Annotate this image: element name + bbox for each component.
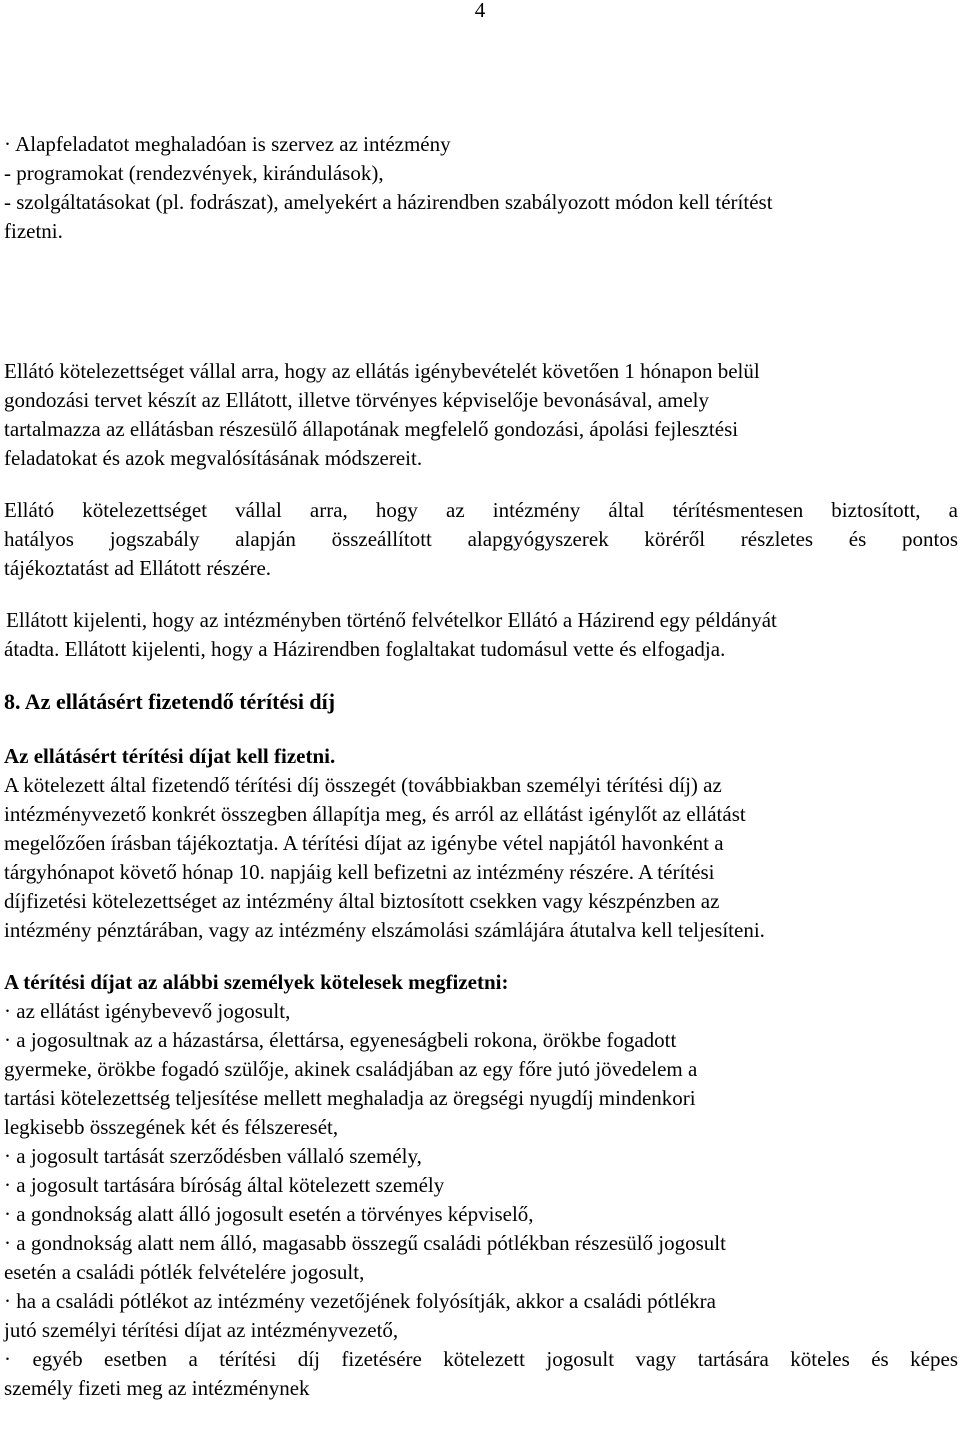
paragraph-line: A kötelezett által fizetendő térítési díj összegét (továbbiakban személyi térítési díj) az: [4, 773, 722, 797]
intro-line: fizetni.: [4, 219, 63, 243]
paragraph-line: intézményvezető konkrét összegben állapítja meg, és arról az ellátást igénylőt az ellátást: [4, 802, 746, 826]
list-item: gyermeke, örökbe fogadó szülője, akinek családjában az egy főre jutó jövedelem a: [4, 1057, 698, 1081]
paragraph-line: tartalmazza az ellátásban részesülő állapotának megfelelő gondozási, ápolási fejlesztési: [4, 417, 739, 441]
payers-list: [4, 968, 958, 1403]
list-item: · egyéb esetben a térítési díj fizetésére kötelezett jogosult vagy tartására köteles és képes: [4, 1347, 958, 1371]
paragraph-line: tájékoztatást ad Ellátott részére.: [4, 556, 272, 580]
list-item: · a gondnokság alatt nem álló, magasabb összegű családi pótlékban részesülő jogosult: [4, 1231, 726, 1255]
intro-list: [4, 130, 958, 246]
list-item: · a jogosultnak az a házastársa, élettársa, egyeneságbeli rokona, örökbe fogadott: [4, 1028, 677, 1052]
list-item: · a jogosult tartását szerződésben vállaló személy,: [4, 1144, 422, 1168]
section-heading: 8. Az ellátásért fizetendő térítési díj: [4, 689, 336, 714]
page-number: 4: [474, 0, 486, 22]
list-item: jutó személyi térítési díjat az intézményvezető,: [4, 1318, 399, 1342]
paragraph-line: megelőzően írásban tájékoztatja. A térítési díjat az igénybe vétel napjától havonként a: [4, 831, 724, 855]
payers-heading: A térítési díjat az alábbi személyek kötelesek megfizetni:: [4, 970, 509, 994]
list-item: tartási kötelezettség teljesítése mellett meghaladja az öregségi nyugdíj mindenkori: [4, 1086, 696, 1110]
list-item: legkisebb összegének két és félszeresét,: [4, 1115, 339, 1139]
paragraph-line: Ellátó kötelezettséget vállal arra, hogy az intézmény által térítésmentesen biztosított, a: [4, 498, 958, 522]
list-item: · az ellátást igénybevevő jogosult,: [4, 999, 291, 1023]
paragraph-line: tárgyhónapot követő hónap 10. napjáig kell befizetni az intézmény részére. A térítési: [4, 860, 715, 884]
paragraph-line: Ellátó kötelezettséget vállal arra, hogy az ellátás igénybevételét követően 1 hónapon belül: [4, 359, 760, 383]
list-item: · a jogosult tartására bíróság által kötelezett személy: [4, 1173, 445, 1197]
list-item: · a gondnokság alatt álló jogosult esetén a törvényes képviselő,: [4, 1202, 534, 1226]
paragraph-line: Ellátott kijelenti, hogy az intézményben történő felvételkor Ellátó a Házirend egy példányát: [6, 608, 777, 632]
document-body: [4, 130, 958, 1403]
section-subheading: Az ellátásért térítési díjat kell fizetni.: [4, 744, 336, 768]
paragraph-line: gondozási tervet készít az Ellátott, illetve törvényes képviselője bevonásával, amely: [4, 388, 710, 412]
paragraph-line: hatályos jogszabály alapján összeállított alapgyógyszerek köréről részletes és pontos: [4, 527, 958, 551]
paragraph-line: feladatokat és azok megvalósításának módszereit.: [4, 446, 423, 470]
paragraph-line: intézmény pénztárában, vagy az intézmény elszámolási számlájára átutalva kell teljesíteni.: [4, 918, 765, 942]
paragraph-medication-info: [4, 496, 958, 583]
paragraph-house-rules: [4, 606, 958, 664]
paragraph-care-plan: [4, 357, 958, 473]
intro-line: - programokat (rendezvények, kirándulások),: [4, 161, 384, 185]
intro-line: · Alapfeladatot meghaladóan is szervez az intézmény: [4, 132, 451, 156]
list-item: személy fizeti meg az intézménynek: [4, 1376, 310, 1400]
paragraph-line: átadta. Ellátott kijelenti, hogy a Házirendben foglaltakat tudomásul vette és elfogadja.: [4, 637, 726, 661]
list-item: · ha a családi pótlékot az intézmény vezetőjének folyósítják, akkor a családi pótlékra: [4, 1289, 716, 1313]
section-8: [4, 687, 958, 945]
list-item: esetén a családi pótlék felvételére jogosult,: [4, 1260, 365, 1284]
intro-line: - szolgáltatásokat (pl. fodrászat), amelyekért a házirendben szabályozott módon kell térítést: [4, 190, 773, 214]
paragraph-line: díjfizetési kötelezettséget az intézmény által biztosított csekken vagy készpénzben az: [4, 889, 720, 913]
